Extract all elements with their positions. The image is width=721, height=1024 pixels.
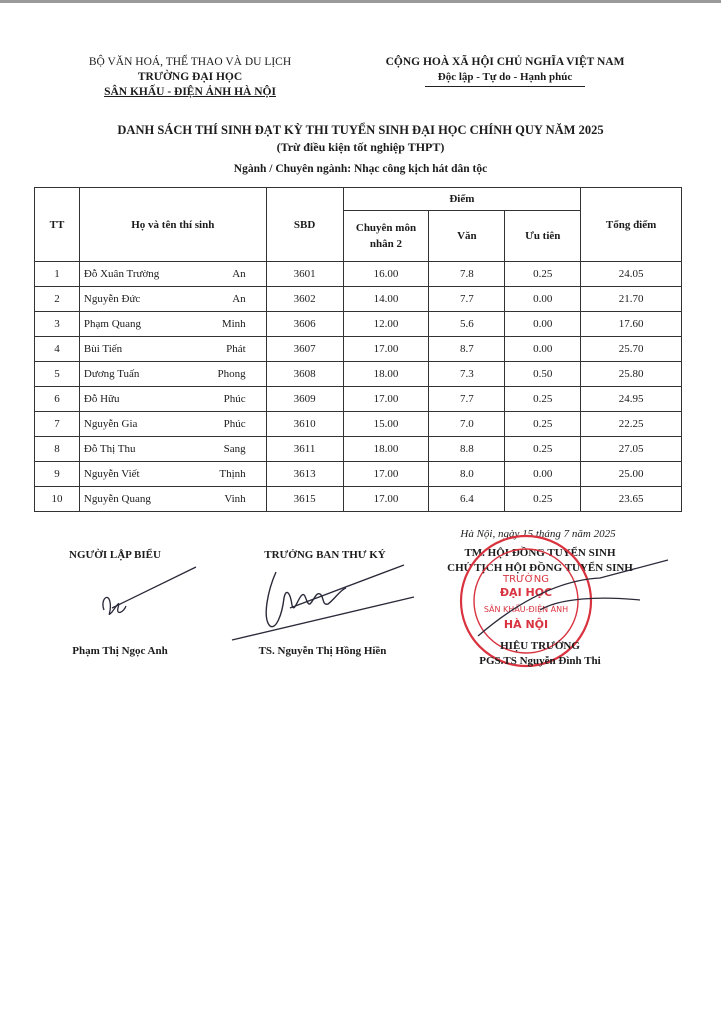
rector-block (430, 639, 650, 669)
row-sbd: 3615 (266, 487, 343, 512)
signing-date: Hà Nội, ngày 15 tháng 7 năm 2025 (460, 528, 616, 540)
row-chuyen-mon: 17.00 (343, 462, 429, 487)
col-header-diem: Điểm (343, 188, 581, 211)
row-surname: Nguyễn Viết (83, 468, 140, 480)
row-tt: 1 (35, 262, 80, 287)
row-uu-tien: 0.25 (505, 387, 581, 412)
row-van: 7.7 (429, 387, 505, 412)
row-chuyen-mon: 14.00 (343, 287, 429, 312)
row-van: 8.0 (429, 462, 505, 487)
row-uu-tien: 0.25 (505, 487, 581, 512)
row-given-name: Phúc (223, 418, 246, 430)
row-van: 7.3 (429, 362, 505, 387)
row-tong-diem: 24.95 (581, 387, 682, 412)
row-sbd: 3601 (266, 262, 343, 287)
row-tt: 9 (35, 462, 80, 487)
document-title: DANH SÁCH THÍ SINH ĐẠT KỲ THI TUYỂN SINH ĐẠI HỌC CHÍNH QUY NĂM 2025 (117, 123, 604, 137)
row-chuyen-mon: 18.00 (343, 362, 429, 387)
row-tong-diem: 25.80 (581, 362, 682, 387)
row-sbd: 3611 (266, 437, 343, 462)
row-tt: 5 (35, 362, 80, 387)
row-uu-tien: 0.25 (505, 412, 581, 437)
row-sbd: 3613 (266, 462, 343, 487)
row-sbd: 3607 (266, 337, 343, 362)
council-line2: CHỦ TỊCH HỘI ĐỒNG TUYỂN SINH (447, 562, 633, 574)
row-given-name: Phát (226, 343, 246, 355)
row-given-name: An (232, 268, 246, 280)
secretary-title: TRƯỞNG BAN THƯ KÝ (264, 549, 386, 561)
row-tong-diem: 21.70 (581, 287, 682, 312)
row-tt: 4 (35, 337, 80, 362)
row-given-name: An (232, 293, 246, 305)
row-given-name: Vinh (224, 493, 246, 505)
row-chuyen-mon: 17.00 (343, 337, 429, 362)
row-surname: Phạm Quang (83, 318, 142, 330)
stamp-line1: TRƯỜNG (503, 574, 549, 585)
row-tt: 3 (35, 312, 80, 337)
secretary-name: TS. Nguyễn Thị Hồng Hiền (258, 645, 387, 657)
row-tong-diem: 25.70 (581, 337, 682, 362)
row-tt: 8 (35, 437, 80, 462)
chuyen-mon-label: Chuyên môn nhân 2 (355, 222, 417, 250)
row-uu-tien: 0.50 (505, 362, 581, 387)
row-surname: Dương Tuấn (83, 368, 140, 380)
row-van: 7.0 (429, 412, 505, 437)
row-tong-diem: 17.60 (581, 312, 682, 337)
row-van: 8.7 (429, 337, 505, 362)
row-tong-diem: 24.05 (581, 262, 682, 287)
row-surname: Nguyễn Đức (83, 293, 141, 305)
country-name: CỘNG HOÀ XÃ HỘI CHỦ NGHĨA VIỆT NAM (385, 56, 625, 68)
preparer-title: NGƯỜI LẬP BIỂU (69, 549, 161, 561)
row-tong-diem: 22.25 (581, 412, 682, 437)
row-uu-tien: 0.00 (505, 312, 581, 337)
col-header-name: Họ và tên thí sinh (79, 188, 266, 262)
row-van: 6.4 (429, 487, 505, 512)
stamp-line4: HÀ NỘI (503, 618, 549, 631)
row-sbd: 3602 (266, 287, 343, 312)
council-line1: TM. HỘI ĐỒNG TUYỂN SINH (464, 547, 616, 559)
row-chuyen-mon: 18.00 (343, 437, 429, 462)
row-tt: 7 (35, 412, 80, 437)
row-uu-tien: 0.25 (505, 437, 581, 462)
row-surname: Nguyễn Gia (83, 418, 138, 430)
row-uu-tien: 0.00 (505, 462, 581, 487)
row-chuyen-mon: 15.00 (343, 412, 429, 437)
row-surname: Đỗ Thị Thu (83, 443, 136, 455)
school-name-line2: SÂN KHẤU - ĐIỆN ẢNH HÀ NỘI (104, 86, 276, 98)
row-given-name: Sang (223, 443, 246, 455)
row-tong-diem: 27.05 (581, 437, 682, 462)
row-chuyen-mon: 12.00 (343, 312, 429, 337)
row-van: 7.8 (429, 262, 505, 287)
row-van: 7.7 (429, 287, 505, 312)
row-surname: Bùi Tiến (83, 343, 123, 355)
row-tong-diem: 25.00 (581, 462, 682, 487)
row-sbd: 3608 (266, 362, 343, 387)
row-sbd: 3609 (266, 387, 343, 412)
col-header-tong: Tổng điểm (581, 188, 682, 262)
col-header-uu-tien: Ưu tiên (505, 211, 581, 262)
row-tt: 2 (35, 287, 80, 312)
stamp-line3: SÂN KHẤU-ĐIỆN ẢNH (483, 605, 569, 614)
row-van: 8.8 (429, 437, 505, 462)
school-name-line1: TRƯỜNG ĐẠI HỌC (137, 71, 243, 83)
row-sbd: 3610 (266, 412, 343, 437)
row-chuyen-mon: 17.00 (343, 487, 429, 512)
stamp-line2: ĐẠI HỌC (499, 586, 553, 599)
row-uu-tien: 0.00 (505, 287, 581, 312)
row-uu-tien: 0.25 (505, 262, 581, 287)
major-line: Ngành / Chuyên ngành: Nhạc công kịch hát dân tộc (233, 163, 488, 175)
row-chuyen-mon: 16.00 (343, 262, 429, 287)
row-given-name: Minh (221, 318, 246, 330)
row-sbd: 3606 (266, 312, 343, 337)
row-tong-diem: 23.65 (581, 487, 682, 512)
rector-title: HIỆU TRƯỞNG (500, 640, 580, 652)
col-header-tt: TT (35, 188, 80, 262)
row-surname: Đỗ Hữu (83, 393, 120, 405)
document-subtitle: (Trừ điều kiện tốt nghiệp THPT) (276, 140, 445, 154)
national-motto: Độc lập - Tự do - Hạnh phúc (437, 71, 573, 83)
row-chuyen-mon: 17.00 (343, 387, 429, 412)
row-given-name: Phúc (223, 393, 246, 405)
ministry-name: BỘ VĂN HOÁ, THỂ THAO VÀ DU LỊCH (88, 56, 292, 68)
row-van: 5.6 (429, 312, 505, 337)
row-surname: Đỗ Xuân Trường (83, 268, 160, 280)
secretary-signature (232, 565, 414, 640)
preparer-name: Phạm Thị Ngọc Anh (72, 645, 168, 657)
row-given-name: Phong (217, 368, 246, 380)
row-tt: 6 (35, 387, 80, 412)
row-tt: 10 (35, 487, 80, 512)
col-header-van: Văn (429, 211, 505, 262)
row-uu-tien: 0.00 (505, 337, 581, 362)
row-given-name: Thịnh (219, 468, 246, 480)
row-surname: Nguyễn Quang (83, 493, 151, 505)
preparer-signature (103, 567, 196, 614)
col-header-sbd: SBD (266, 188, 343, 262)
rector-name: PGS.TS Nguyễn Đình Thi (479, 655, 601, 667)
